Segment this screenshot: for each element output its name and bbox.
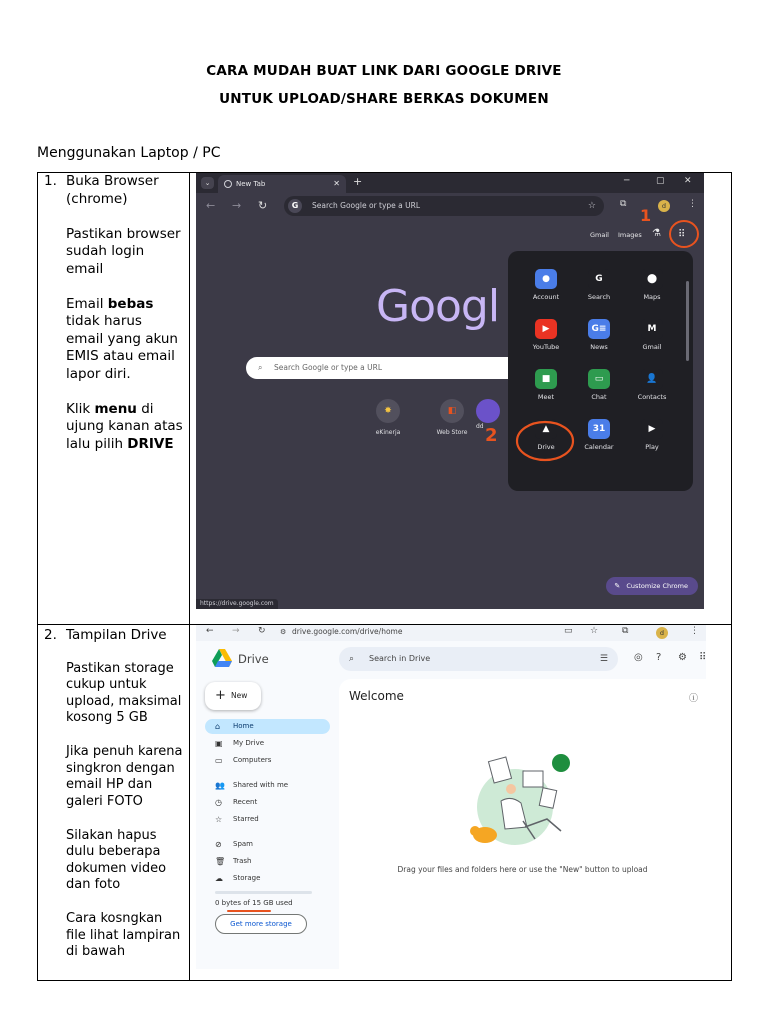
- google-apps-grid-icon[interactable]: ⠿: [678, 229, 686, 240]
- apps-panel-scrollbar[interactable]: [686, 281, 689, 361]
- search-icon: ⌕: [258, 363, 263, 372]
- app-chat[interactable]: [571, 369, 627, 401]
- reload-icon[interactable]: ↻: [258, 626, 266, 636]
- steps-table: [37, 172, 732, 981]
- status-bar-url: https://drive.google.com: [196, 599, 278, 609]
- nav-item-label: My Drive: [233, 739, 265, 747]
- labs-flask-icon[interactable]: ⚗: [652, 228, 661, 239]
- chrome-screenshot: [196, 173, 704, 609]
- drive-icon: ▲: [535, 419, 557, 439]
- new-button-label: New: [231, 691, 248, 700]
- app-gmail[interactable]: [624, 319, 680, 351]
- drop-files-message: Drag your files and folders here or use the "New" button to upload: [397, 865, 648, 874]
- app-meet[interactable]: [518, 369, 574, 401]
- shortcut-ekinerja[interactable]: [358, 399, 418, 436]
- nav-item-spam[interactable]: [205, 837, 330, 852]
- minimize-window-icon[interactable]: ─: [624, 176, 630, 186]
- cast-icon[interactable]: ▭: [564, 626, 573, 636]
- step-2-delete-note: Silakan hapus dulu beberapa dokumen video dan foto: [66, 827, 167, 892]
- chrome-tab-title: New Tab: [236, 180, 266, 188]
- storage-usage-text: 0 bytes of 15 GB used: [215, 899, 293, 907]
- pencil-icon: ✎: [614, 582, 621, 590]
- nav-item-label: Trash: [233, 857, 252, 865]
- drive-browser-toolbar: [196, 625, 706, 641]
- apps-grid-icon[interactable]: ⠿: [699, 652, 706, 663]
- app-meet-label: Meet: [537, 393, 555, 401]
- app-drive-label: Drive: [537, 443, 555, 451]
- customize-chrome-button[interactable]: [606, 577, 698, 595]
- ekinerja-icon: ✸: [376, 399, 400, 423]
- annotation-circle-2: [514, 419, 578, 465]
- chrome-menu-icon[interactable]: ⋮: [690, 626, 699, 636]
- step-2-heading: Tampilan Drive: [66, 627, 167, 643]
- profile-avatar[interactable]: d: [656, 627, 668, 639]
- step-1-heading: Buka Browser (chrome): [66, 173, 159, 207]
- chat-icon: ▭: [588, 369, 610, 389]
- annotation-circle-1: [666, 215, 702, 249]
- offline-status-icon[interactable]: ◎: [634, 652, 643, 663]
- chrome-tab-bar: [196, 173, 704, 193]
- storage-usage-bar: [215, 891, 312, 894]
- recent-icon: ◷: [215, 798, 222, 807]
- shortcut-partial-icon: [476, 399, 500, 423]
- step-2-storage-note: Pastikan storage cukup untuk upload, maksimal kosong 5 GB: [66, 660, 182, 725]
- nav-item-storage[interactable]: [205, 871, 330, 886]
- drive-url[interactable]: drive.google.com/drive/home: [292, 627, 403, 636]
- close-window-icon[interactable]: ✕: [684, 176, 692, 186]
- app-play[interactable]: [624, 419, 680, 451]
- step-1-email-note: Email bebas tidak harus email yang akun EMIS atau email lapor diri.: [66, 295, 178, 382]
- web-store-icon: ◧: [440, 399, 464, 423]
- app-account[interactable]: [518, 269, 574, 301]
- contacts-icon: 👤: [641, 369, 663, 389]
- app-contacts[interactable]: [624, 369, 680, 401]
- nav-item-shared-with-me[interactable]: [205, 778, 330, 793]
- chrome-tab-favicon-icon: [224, 180, 232, 188]
- app-calendar-label: Calendar: [584, 443, 614, 451]
- app-chat-label: Chat: [591, 393, 607, 401]
- site-info-icon[interactable]: ⚙: [280, 628, 287, 636]
- search-icon: ⌕: [349, 654, 355, 664]
- news-icon: G≡: [588, 319, 610, 339]
- nav-item-label: Spam: [233, 840, 253, 848]
- nav-item-label: Starred: [233, 815, 259, 823]
- google-logo: Googl: [376, 281, 500, 332]
- maps-icon: ⬤: [641, 269, 663, 289]
- step-2-text-cell: [38, 625, 190, 981]
- app-calendar[interactable]: [571, 419, 627, 451]
- nav-item-my-drive[interactable]: [205, 736, 330, 751]
- help-icon[interactable]: ?: [656, 652, 662, 663]
- chrome-toolbar: [196, 193, 704, 219]
- step-1-menu-note: Klik menu di ujung kanan atas lalu pilih DRIVE: [66, 400, 183, 452]
- drive-app-name: Drive: [238, 652, 269, 666]
- settings-icon[interactable]: ⚙: [678, 652, 687, 663]
- annotation-underline: [227, 910, 271, 912]
- close-tab-icon[interactable]: ✕: [333, 179, 340, 188]
- extensions-icon[interactable]: ⧉: [622, 626, 629, 636]
- app-youtube[interactable]: [518, 319, 574, 351]
- profile-avatar[interactable]: d: [658, 200, 670, 212]
- cloud-icon: ☁: [215, 874, 223, 883]
- star-icon: ☆: [215, 815, 223, 824]
- new-tab-icon[interactable]: +: [353, 175, 363, 188]
- shortcut-partial-label: dd: [476, 423, 484, 430]
- step-1-screenshot-cell: [190, 173, 732, 625]
- app-account-label: Account: [532, 293, 560, 301]
- my-drive-icon: ▣: [215, 739, 223, 748]
- app-search[interactable]: [571, 269, 627, 301]
- shortcut-ekinerja-label: eKinerja: [375, 429, 401, 436]
- app-contacts-label: Contacts: [637, 393, 667, 401]
- nav-item-home[interactable]: [205, 719, 330, 734]
- spam-icon: ⊘: [215, 840, 222, 849]
- google-search-placeholder: Search Google or type a URL: [274, 363, 383, 372]
- chrome-menu-icon[interactable]: ⋮: [688, 199, 697, 209]
- search-options-icon[interactable]: ☰: [599, 654, 608, 664]
- maximize-window-icon[interactable]: ▢: [656, 176, 665, 186]
- app-gmail-label: Gmail: [642, 343, 662, 351]
- step-row-1: [38, 173, 732, 625]
- info-icon[interactable]: ⓘ: [688, 694, 698, 704]
- chrome-tab[interactable]: [218, 175, 346, 193]
- youtube-icon: ▶: [535, 319, 557, 339]
- app-search-label: Search: [587, 293, 611, 301]
- search-icon: G: [588, 269, 610, 289]
- home-icon: ⌂: [215, 722, 221, 731]
- app-maps-label: Maps: [643, 293, 661, 301]
- step-1-text-cell: [38, 173, 190, 625]
- customize-chrome-label: Customize Chrome: [626, 582, 688, 590]
- shared-icon: 👥: [215, 781, 225, 790]
- nav-item-label: Recent: [233, 798, 258, 806]
- address-bar[interactable]: [284, 196, 604, 216]
- play-icon: ▶: [641, 419, 663, 439]
- forward-icon[interactable]: →: [232, 626, 240, 636]
- bookmark-star-icon[interactable]: ☆: [590, 626, 599, 636]
- reload-icon[interactable]: ↻: [258, 199, 268, 212]
- back-icon[interactable]: ←: [206, 199, 216, 212]
- app-news-label: News: [590, 343, 608, 351]
- annotation-number-1: 1: [640, 206, 652, 225]
- step-2-sync-note: Jika penuh karena singkron dengan email HP dan galeri FOTO: [66, 744, 183, 809]
- get-more-storage-button[interactable]: Get more storage: [215, 914, 307, 934]
- welcome-illustration: [465, 749, 579, 853]
- back-icon[interactable]: ←: [206, 626, 214, 636]
- gmail-link[interactable]: Gmail: [590, 231, 609, 239]
- nav-item-trash[interactable]: [205, 854, 330, 869]
- drive-search-box[interactable]: [339, 647, 618, 671]
- nav-item-recent[interactable]: [205, 795, 330, 810]
- google-search-box[interactable]: [246, 357, 526, 379]
- new-button[interactable]: [205, 682, 261, 710]
- nav-item-label: Computers: [233, 756, 272, 764]
- drive-logo-icon: [212, 649, 232, 667]
- google-icon: G: [288, 199, 302, 213]
- address-bar-placeholder: Search Google or type a URL: [312, 201, 421, 210]
- bookmark-star-icon[interactable]: ☆: [587, 201, 596, 211]
- step-2-screenshot-cell: [190, 625, 732, 981]
- welcome-panel: [339, 679, 706, 969]
- nav-item-label: Storage: [233, 874, 261, 882]
- document-title-line-1: CARA MUDAH BUAT LINK DARI GOOGLE DRIVE: [206, 63, 562, 79]
- welcome-title: Welcome: [349, 689, 404, 703]
- trash-icon: 🗑: [215, 857, 226, 866]
- shortcut-web-store-label: Web Store: [436, 429, 468, 436]
- drive-search-placeholder: Search in Drive: [369, 654, 431, 663]
- nav-item-label: Shared with me: [233, 781, 289, 789]
- extensions-icon[interactable]: ⧉: [620, 199, 627, 209]
- nav-item-starred[interactable]: [205, 812, 330, 827]
- document-subtitle: Menggunakan Laptop / PC: [37, 145, 221, 161]
- shortcut-web-store[interactable]: [422, 399, 482, 436]
- annotation-number-2: 2: [485, 425, 498, 446]
- step-row-2: [38, 625, 732, 981]
- drive-screenshot: [196, 625, 706, 969]
- app-youtube-label: YouTube: [532, 343, 560, 351]
- meet-icon: ■: [535, 369, 557, 389]
- app-maps[interactable]: [624, 269, 680, 301]
- nav-item-label: Home: [233, 722, 254, 730]
- app-news[interactable]: [571, 319, 627, 351]
- plus-icon: +: [215, 688, 226, 703]
- computers-icon: ▭: [215, 756, 223, 765]
- gmail-icon: M: [641, 319, 663, 339]
- step-1-login-note: Pastikan browser sudah login email: [66, 225, 181, 277]
- nav-item-computers[interactable]: [205, 753, 330, 768]
- step-1-number: 1.: [44, 173, 57, 189]
- forward-icon[interactable]: →: [232, 199, 242, 212]
- tab-search-icon[interactable]: ⌄: [201, 177, 214, 189]
- step-2-attachment-note: Cara kosngkan file lihat lampiran di bawah: [66, 911, 181, 959]
- images-link[interactable]: Images: [618, 231, 642, 239]
- step-2-number: 2.: [44, 627, 57, 643]
- app-play-label: Play: [645, 443, 659, 451]
- account-icon: ●: [535, 269, 557, 289]
- document-title-line-2: UNTUK UPLOAD/SHARE BERKAS DOKUMEN: [219, 91, 549, 107]
- calendar-icon: 31: [588, 419, 610, 439]
